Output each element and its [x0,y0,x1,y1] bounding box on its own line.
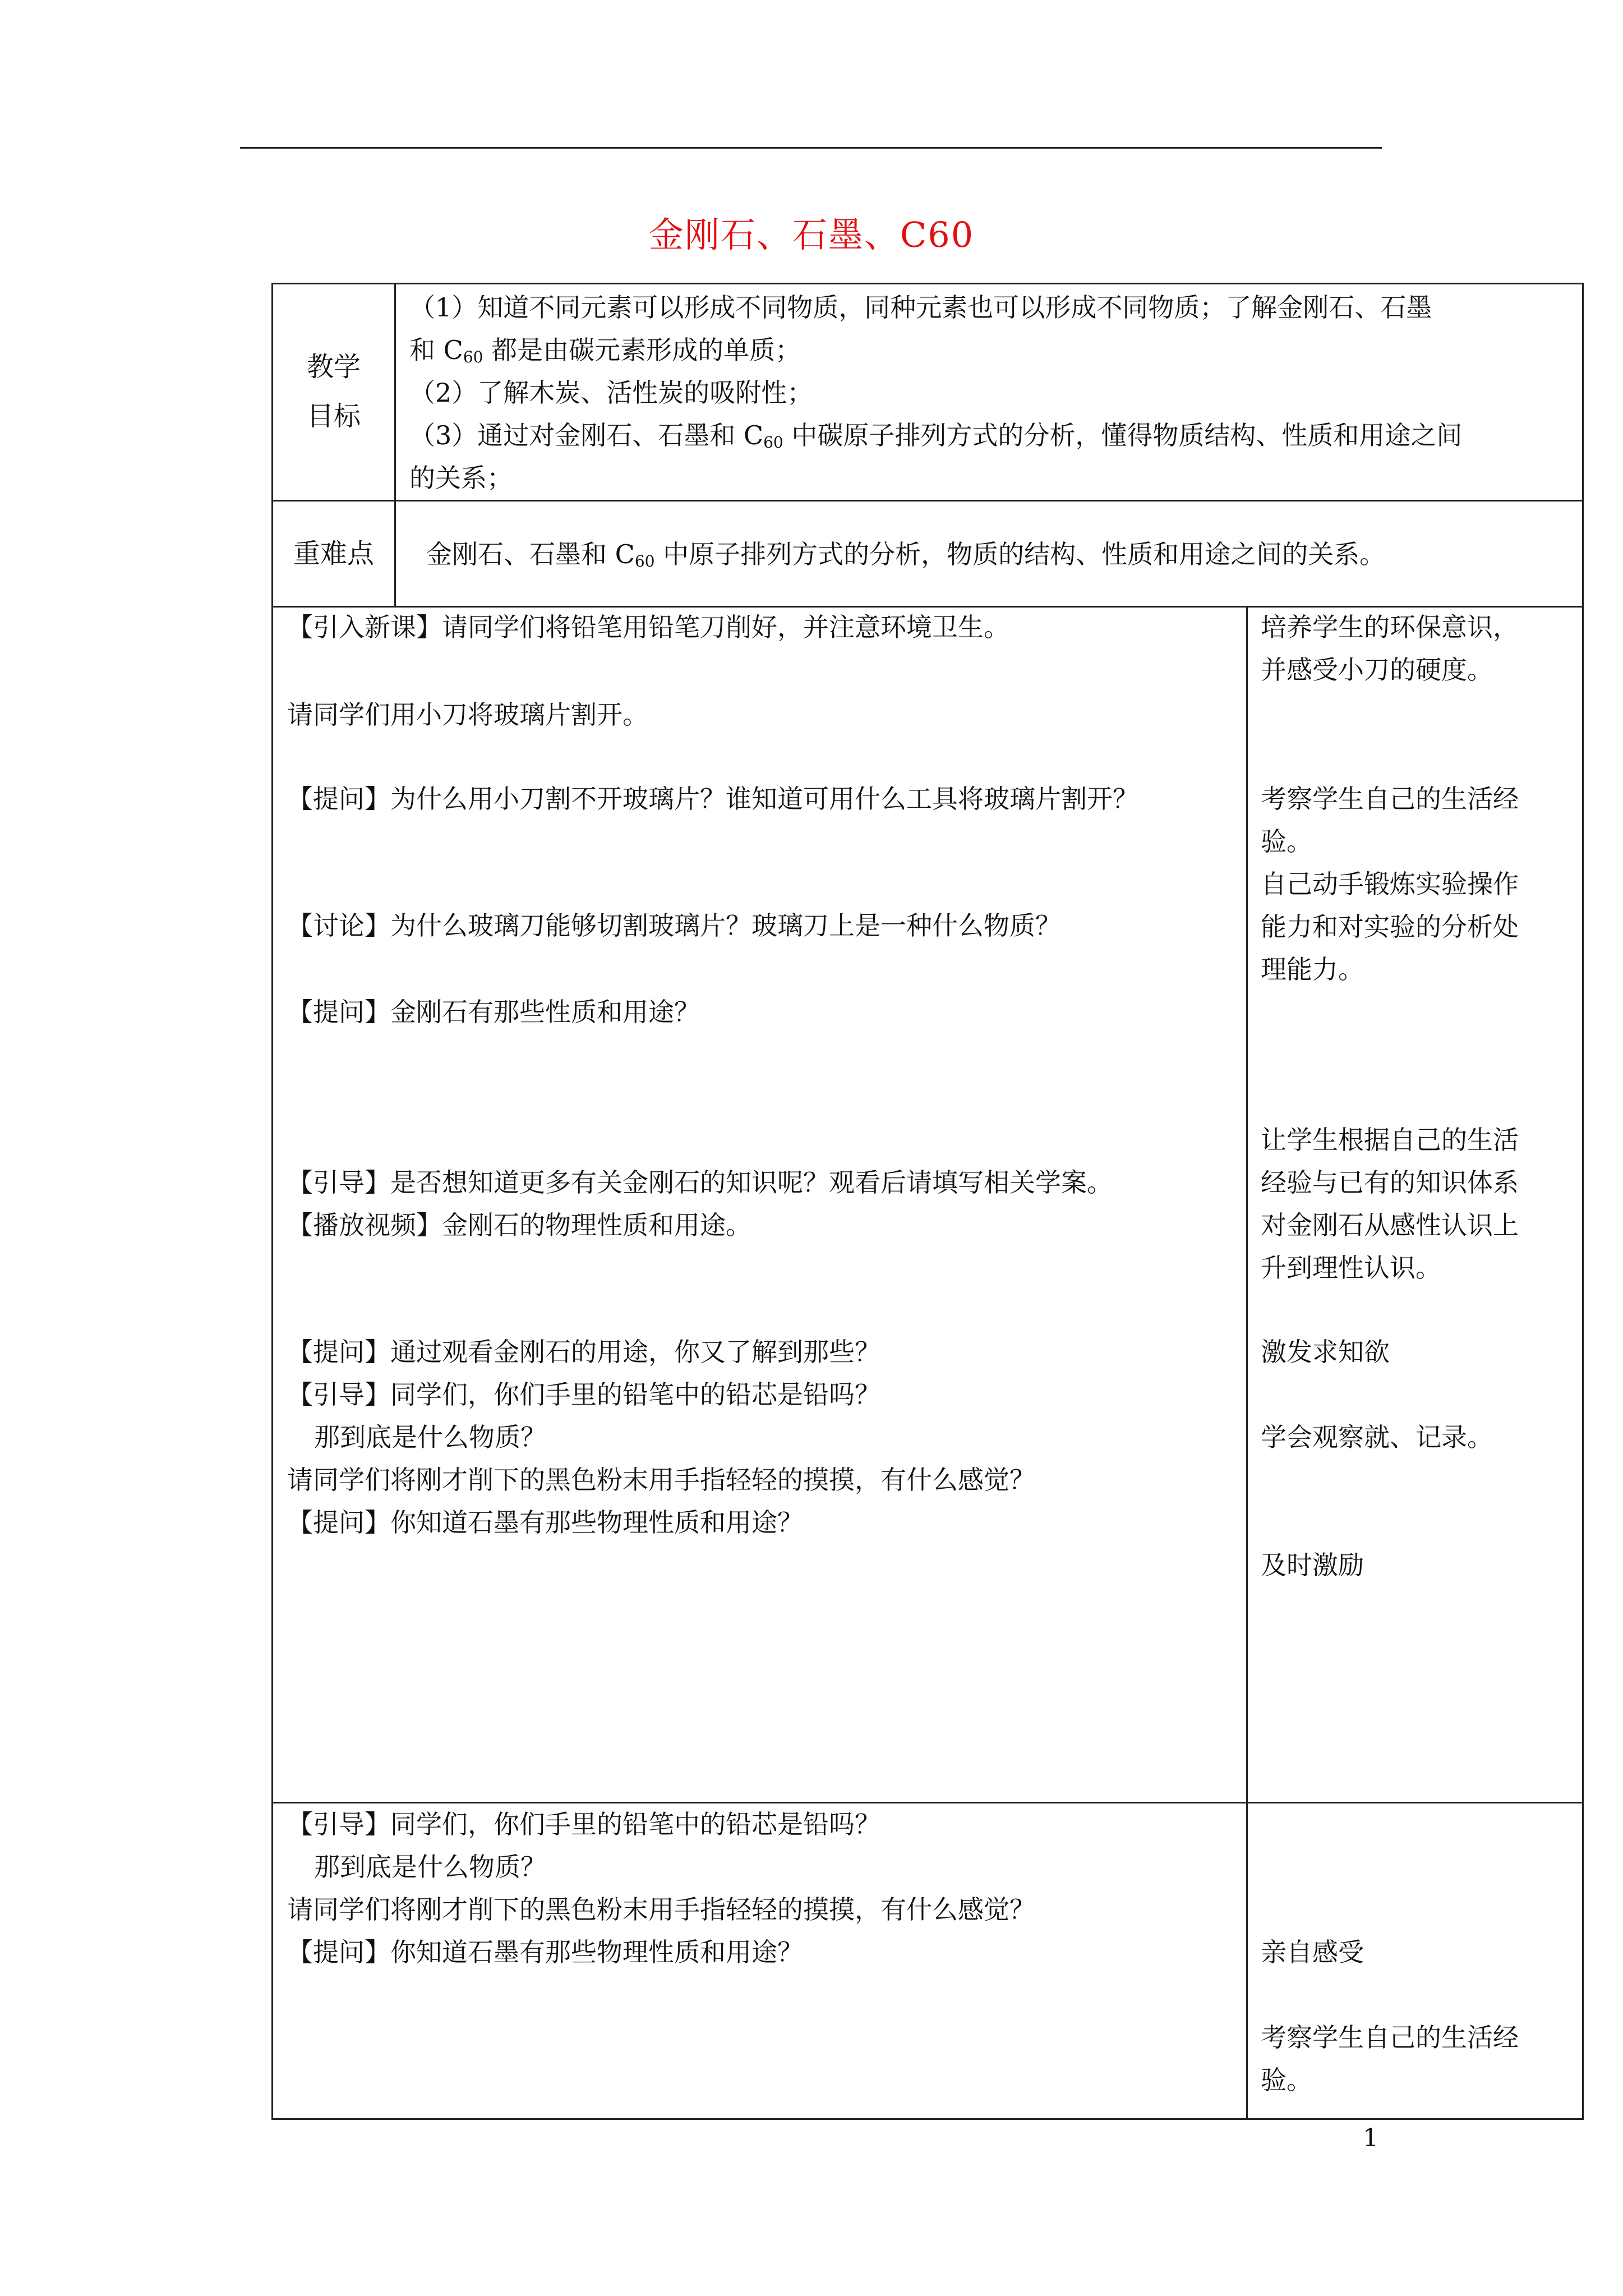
objectives-line-2-post: 都是由碳元素形成的单质； [483,335,801,365]
intent-line: 培养学生的环保意识， [1261,612,1519,642]
objectives-label-line1: 教学 [306,351,361,383]
objectives-line-4-pre: （3）通过对金刚石、石墨和 C [409,420,764,450]
intent-line: 升到理性认识。 [1261,1253,1441,1283]
objectives-line-4 [409,414,1462,464]
objectives-label-line2: 目标 [306,401,361,432]
process-line: 【提问】你知道石墨有那些物理性质和用途？ [287,1507,803,1538]
intent-line: 验。 [1261,2065,1312,2095]
difficulties-label: 重难点 [293,538,374,569]
process-line: 【提问】通过观看金刚石的用途，你又了解到那些？ [287,1337,880,1367]
process-line: 请同学们将刚才削下的黑色粉末用手指轻轻的摸摸，有什么感觉？ [287,1894,1035,1925]
process-section-1-divider [1246,606,1248,1803]
objectives-line-3: （2）了解木炭、活性炭的吸附性； [409,378,813,408]
process-line: 【讨论】为什么玻璃刀能够切割玻璃片？玻璃刀上是一种什么物质？ [287,910,1061,941]
header-rule [240,147,1382,149]
intent-line: 及时激励 [1261,1550,1364,1580]
process-line: 【播放视频】金刚石的物理性质和用途。 [287,1210,751,1240]
intent-line: 亲自感受 [1261,1937,1364,1967]
process-line: 那到底是什么物质？ [314,1422,546,1452]
process-line: 那到底是什么物质？ [314,1852,546,1882]
intent-line: 让学生根据自己的生活 [1261,1125,1519,1155]
intent-line: 并感受小刀的硬度。 [1261,655,1493,685]
objectives-line-4-post: 中碳原子排列方式的分析，懂得物质结构、性质和用途之间 [783,420,1463,450]
process-line: 请同学们用小刀将玻璃片割开。 [287,700,648,730]
process-line: 【引导】是否想知道更多有关金刚石的知识呢？观看后请填写相关学案。 [287,1167,1113,1198]
page-number: 1 [1363,2124,1378,2152]
intent-line: 考察学生自己的生活经 [1261,2022,1519,2053]
intent-line: 理能力。 [1261,954,1364,984]
c60-subscript: 60 [634,552,655,570]
intent-line: 自己动手锻炼实验操作 [1261,869,1519,899]
objectives-divider [394,283,396,501]
intent-line: 学会观察就、记录。 [1261,1422,1493,1452]
difficulties-divider [394,500,396,608]
c60-subscript: 60 [463,348,483,366]
intent-line: 考察学生自己的生活经 [1261,784,1519,814]
objectives-line-5: 的关系； [409,463,513,493]
intent-line: 对金刚石从感性认识上 [1261,1210,1519,1240]
intent-line: 验。 [1261,826,1312,857]
objectives-line-1: （1）知道不同元素可以形成不同物质，同种元素也可以形成不同物质；了解金刚石、石墨 [409,292,1432,323]
difficulties-text [426,533,1385,583]
difficulties-text-pre: 金刚石、石墨和 C [426,539,635,569]
intent-line: 能力和对实验的分析处 [1261,912,1519,942]
intent-line: 经验与已有的知识体系 [1261,1167,1519,1198]
objectives-line-2-pre: 和 C [409,335,463,365]
process-line: 【提问】金刚石有那些性质和用途？ [287,997,700,1027]
page-title: 金刚石、石墨、C60 [648,214,975,255]
process-line: 请同学们将刚才削下的黑色粉末用手指轻轻的摸摸，有什么感觉？ [287,1465,1035,1495]
intent-line: 激发求知欲 [1261,1337,1390,1367]
process-line: 【引导】同学们，你们手里的铅笔中的铅芯是铅吗？ [287,1379,880,1410]
process-line: 【提问】你知道石墨有那些物理性质和用途？ [287,1937,803,1967]
objectives-label [273,342,394,441]
process-section-2-divider [1246,1802,1248,2120]
difficulties-text-post: 中原子排列方式的分析，物质的结构、性质和用途之间的关系。 [654,539,1386,569]
c60-subscript: 60 [763,433,783,452]
process-line: 【引入新课】请同学们将铅笔用铅笔刀削好，并注意环境卫生。 [287,612,1009,642]
process-line: 【提问】为什么用小刀割不开玻璃片？谁知道可用什么工具将玻璃片割开？ [287,784,1138,814]
process-line: 【引导】同学们，你们手里的铅笔中的铅芯是铅吗？ [287,1809,880,1839]
